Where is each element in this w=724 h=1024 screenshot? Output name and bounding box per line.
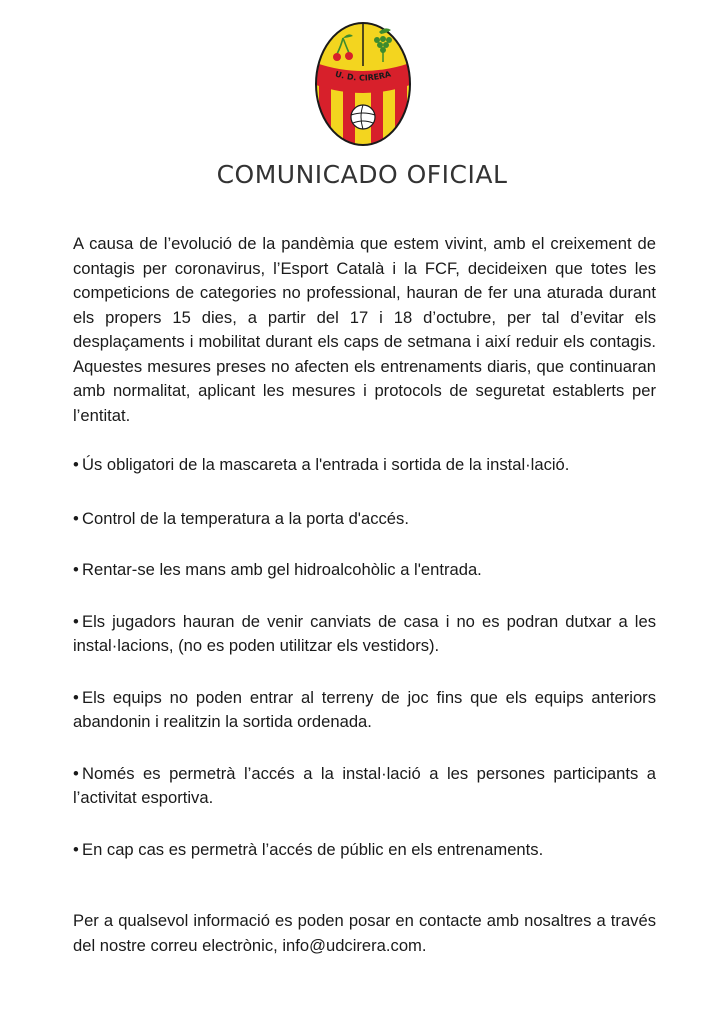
announcement-body [73, 232, 656, 958]
rule-text: Rentar-se les mans amb gel hidroalcohòlic a l'entrada. [82, 560, 482, 579]
rule-item [73, 558, 656, 583]
rule-item [73, 686, 656, 735]
football-icon [351, 105, 375, 129]
bullet-icon: • [73, 611, 79, 631]
rule-text: Control de la temperatura a la porta d'accés. [82, 508, 409, 528]
rule-item [73, 610, 656, 659]
intro-paragraph: A causa de l’evolució de la pandèmia que estem vivint, amb el creixement de contagis per coronavirus, l’Esport Català i la FCF, decideixen que totes les competicions de categories no professional, hauran de fer una aturada durant els propers 15 dies, a partir del 17 i 18 d’octubre, per tal d’evitar els desplaçaments i mobilitat durant els caps de setmana i així reduir els contagis. Aquestes mesures preses no afecten els entrenaments diaris, que continuaran amb normalitat, aplicant les mesures i protocols de seguretat establerts per l’entitat. [73, 234, 656, 425]
bullet-icon: • [73, 839, 79, 859]
rule-item [73, 762, 656, 811]
page-title: COMUNICADO OFICIAL [216, 160, 508, 189]
rule-text: Ús obligatori de la mascareta a l'entrada i sortida de la instal·lació. [82, 455, 570, 474]
rule-text: Els jugadors hauran de venir canviats de casa i no es podran dutxar a les instal·lacions, (no es poden utilitzar els vestidors). [73, 611, 656, 655]
bullet-icon: • [73, 455, 79, 474]
bullet-icon: • [73, 763, 79, 783]
rule-item [73, 838, 656, 863]
rule-text: Els equips no poden entrar al terreny de joc fins que els equips anteriors abandonin i realitzin la sortida ordenada. [73, 687, 656, 731]
rule-text: En cap cas es permetrà l’accés de públic en els entrenaments. [82, 839, 544, 859]
bullet-icon: • [73, 687, 79, 707]
rules-list [73, 453, 656, 862]
crest-name: U. D. CIRERA [334, 69, 392, 83]
bullet-icon: • [73, 560, 79, 579]
rule-text: Només es permetrà l’accés a la instal·lació a les persones participants a l’activitat esportiva. [73, 763, 656, 807]
club-crest-logo [313, 20, 413, 148]
rule-item [73, 453, 656, 478]
contact-paragraph: Per a qualsevol informació es poden posar en contacte amb nosaltres a través del nostre correu electrònic, info@udcirera.com. [73, 911, 656, 955]
rule-item [73, 507, 656, 532]
bullet-icon: • [73, 508, 79, 528]
